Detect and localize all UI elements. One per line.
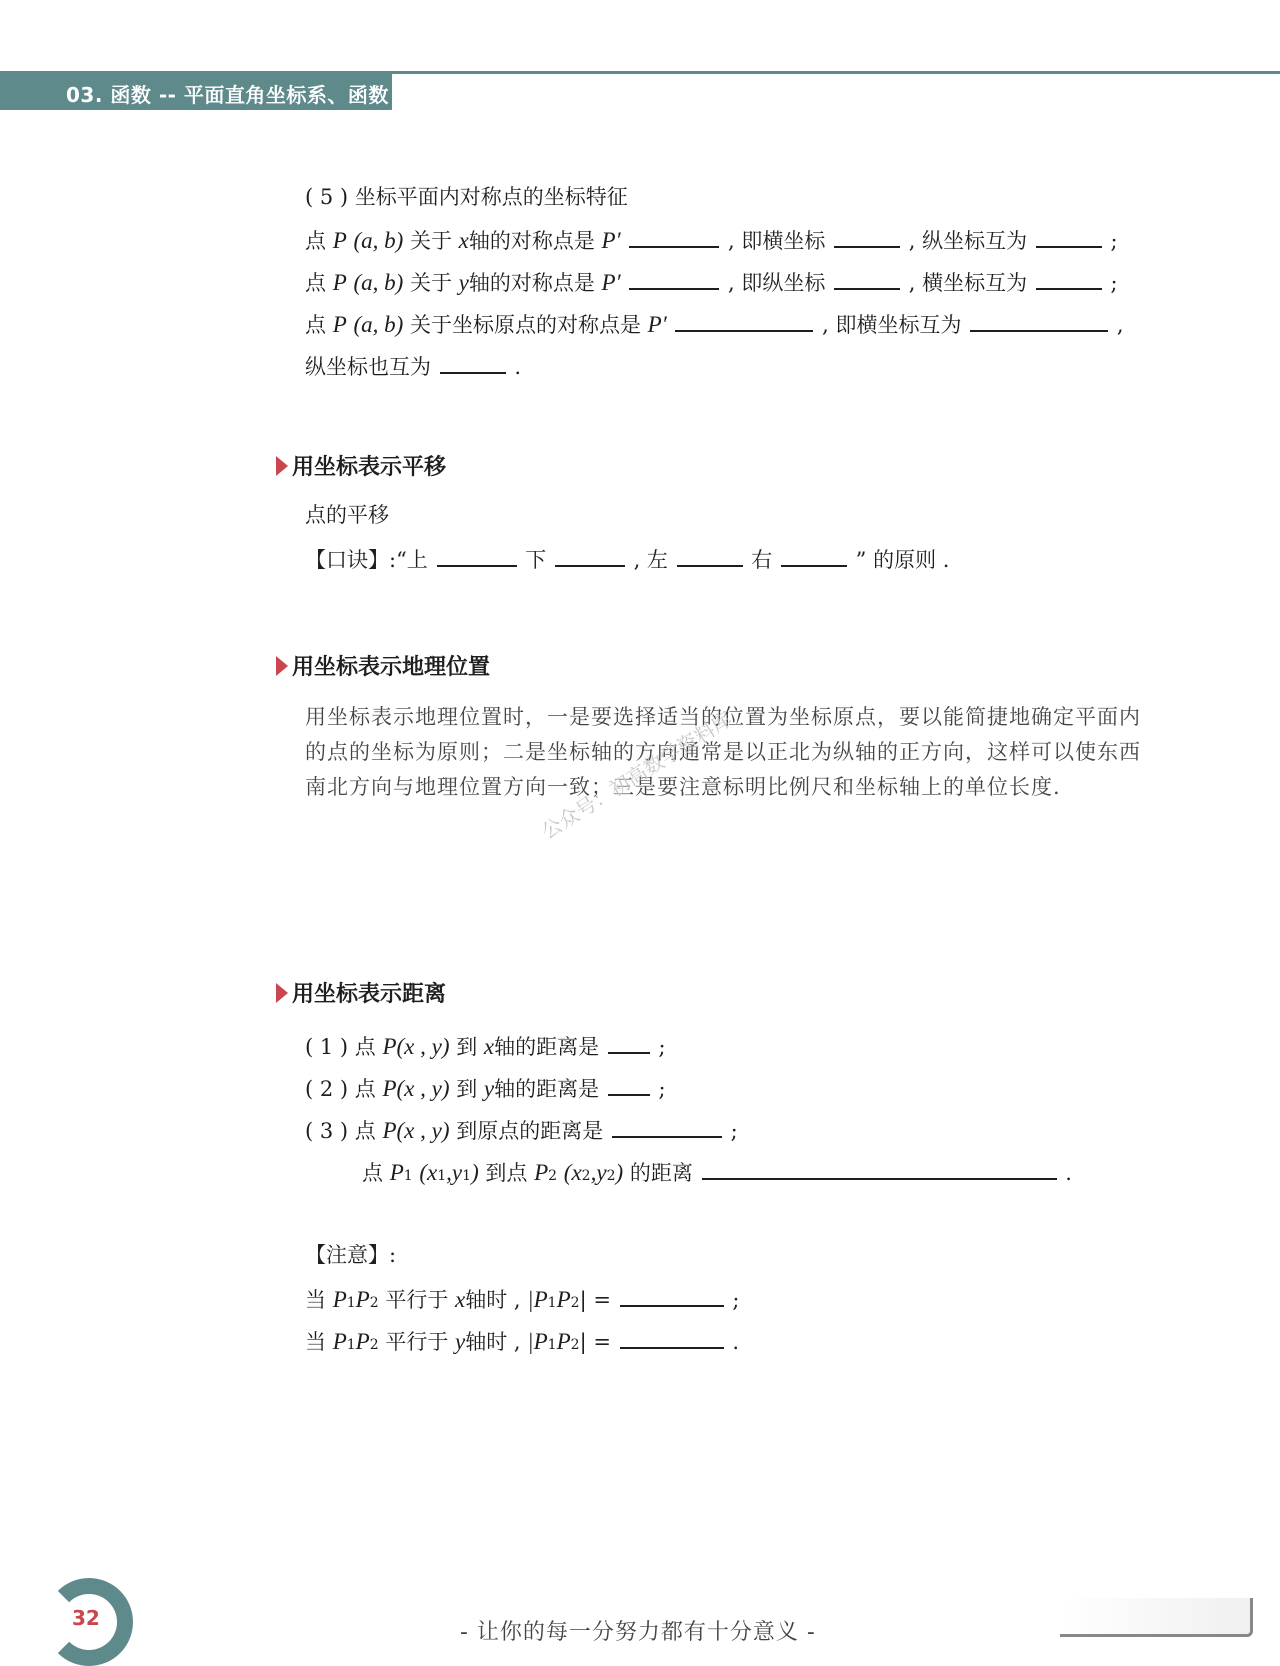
note-line-x xyxy=(305,1283,739,1318)
subscript: 2 xyxy=(570,1295,580,1311)
text: ; xyxy=(732,1288,740,1312)
subscript: 2 xyxy=(369,1337,379,1353)
text: 到 xyxy=(456,1077,478,1101)
section-arrow-icon xyxy=(276,656,288,676)
distance-item-2 xyxy=(305,1072,666,1104)
note-title xyxy=(305,1240,396,1270)
corner-decoration xyxy=(1060,1598,1253,1637)
note-line-y xyxy=(305,1325,739,1360)
point-pxy: P(x , y) xyxy=(382,1118,450,1143)
text: 轴的距离是 xyxy=(494,1035,600,1059)
blank-field[interactable] xyxy=(970,308,1108,332)
translation-rule xyxy=(305,543,949,575)
page-number: 32 xyxy=(72,1606,100,1630)
symmetry-line-x xyxy=(305,224,1118,256)
text: ; xyxy=(730,1119,738,1143)
distance-item-3 xyxy=(305,1114,738,1146)
heading-distance xyxy=(292,977,446,1008)
geography-paragraph: 用坐标表示地理位置时，一是要选择适当的位置为坐标原点，要以能简捷地确定平面内的点的坐标为原则；二是坐标轴的方向通常是以正北为纵轴的正方向，这样可以使东西南北方向与地理位置方向一致；三是要注意标明比例尺和坐标轴上的单位长度. xyxy=(305,705,1141,799)
subscript: 1 xyxy=(346,1295,356,1311)
blank-field[interactable] xyxy=(834,224,900,248)
var-y2: y xyxy=(596,1160,607,1185)
symmetry-line-4 xyxy=(305,350,521,382)
coords-ab: (a, b) xyxy=(353,270,404,295)
blank-field[interactable] xyxy=(629,266,719,290)
text: ( 1 ) 点 xyxy=(305,1035,376,1059)
point-p2: P xyxy=(556,1329,571,1354)
subscript: 1 xyxy=(547,1337,557,1353)
abs-open: |P xyxy=(527,1329,548,1354)
point-p-prime: P′ xyxy=(601,270,621,295)
translation-sub xyxy=(305,500,389,530)
blank-field[interactable] xyxy=(677,543,743,567)
point-p2: P xyxy=(556,1287,571,1312)
text: , 纵坐标互为 xyxy=(908,229,1028,253)
text: 当 xyxy=(305,1288,326,1312)
text: , 左 xyxy=(633,548,668,572)
text: ; xyxy=(658,1077,666,1101)
heading-translation xyxy=(292,450,446,481)
point-p: P xyxy=(332,228,347,253)
symmetry-title-text: ( 5 ) 坐标平面内对称点的坐标特征 xyxy=(305,185,628,209)
blank-field[interactable] xyxy=(440,350,506,374)
text: 纵坐标也互为 xyxy=(305,355,431,379)
text: 【注意】: xyxy=(305,1243,397,1267)
watermark: 公众号：初高数学资料库 xyxy=(537,706,737,844)
blank-field[interactable] xyxy=(555,543,625,567)
distance-two-points: 点 P1 (x1,y1) 到点 P2 (x2,y2) 的距离 . xyxy=(362,1156,1072,1191)
text: 到 xyxy=(456,1035,478,1059)
point-p2: P xyxy=(534,1160,549,1185)
blank-field[interactable] xyxy=(1036,224,1102,248)
var-x: x xyxy=(455,1287,466,1312)
var-x2: x xyxy=(571,1160,582,1185)
symmetry-title xyxy=(305,182,628,212)
point-p1: P xyxy=(389,1160,404,1185)
point-p: P xyxy=(332,270,347,295)
distance-item-1 xyxy=(305,1030,666,1062)
subscript: 2 xyxy=(606,1168,616,1184)
text: ; xyxy=(1110,229,1118,253)
abs-open: |P xyxy=(527,1287,548,1312)
var-x: x xyxy=(483,1034,495,1059)
symmetry-line-origin xyxy=(305,308,1124,340)
text: . xyxy=(732,1330,739,1354)
subscript: 1 xyxy=(437,1168,447,1184)
text: 的距离 xyxy=(629,1161,693,1185)
text: , 即横坐标 xyxy=(728,229,826,253)
text: | = xyxy=(579,1330,611,1354)
text: 轴的对称点是 xyxy=(468,229,595,253)
point-p-prime: P′ xyxy=(601,228,621,253)
text: . xyxy=(1065,1161,1072,1185)
var-y: y xyxy=(483,1076,495,1101)
blank-field[interactable] xyxy=(620,1325,724,1349)
section-arrow-icon xyxy=(276,456,288,476)
heading-text: 用坐标表示地理位置 xyxy=(292,655,491,680)
coords-ab: (a, b) xyxy=(353,312,404,337)
subscript: 2 xyxy=(570,1337,580,1353)
point-p2: P xyxy=(355,1329,370,1354)
subscript: 1 xyxy=(346,1337,356,1353)
heading-text: 用坐标表示距离 xyxy=(292,982,447,1007)
blank-field[interactable] xyxy=(834,266,900,290)
text: 点 xyxy=(305,271,326,295)
text: , xyxy=(1116,313,1124,337)
point-p2: P xyxy=(355,1287,370,1312)
text: 轴时 , xyxy=(465,1330,521,1354)
subscript: 1 xyxy=(403,1168,413,1184)
text: ( 2 ) 点 xyxy=(305,1077,376,1101)
text: 点 xyxy=(305,313,326,337)
point-p1: P xyxy=(332,1287,347,1312)
text: 关于坐标原点的对称点是 xyxy=(409,313,641,337)
text: ; xyxy=(658,1035,666,1059)
blank-field[interactable] xyxy=(1036,266,1102,290)
symmetry-line-y xyxy=(305,266,1118,298)
text: 关于 xyxy=(409,229,452,253)
text: 到点 xyxy=(485,1161,528,1185)
point-p: P xyxy=(332,312,347,337)
text: 下 xyxy=(525,548,547,572)
text: 【口诀】:“上 xyxy=(305,548,428,572)
text: , 横坐标互为 xyxy=(908,271,1028,295)
text: 平行于 xyxy=(385,1288,449,1312)
blank-field[interactable] xyxy=(781,543,847,567)
point-p1: P xyxy=(332,1329,347,1354)
coords-ab: (a, b) xyxy=(353,228,404,253)
text: 右 xyxy=(751,548,773,572)
var-x1: x xyxy=(427,1160,438,1185)
var-y1: y xyxy=(451,1160,463,1185)
point-pxy: P(x , y) xyxy=(382,1034,450,1059)
text: ( 3 ) 点 xyxy=(305,1119,376,1143)
text: 点 xyxy=(362,1161,383,1185)
text: , 即纵坐标 xyxy=(728,271,826,295)
blank-field[interactable] xyxy=(675,308,813,332)
text: ” 的原则 . xyxy=(855,548,950,572)
chapter-title: 03. 函数 -- 平面直角坐标系、函数 xyxy=(66,83,389,107)
var-y: y xyxy=(455,1329,466,1354)
text: ; xyxy=(1110,271,1118,295)
blank-field[interactable] xyxy=(608,1072,650,1096)
text: , 即横坐标互为 xyxy=(822,313,962,337)
text: 关于 xyxy=(409,271,452,295)
subscript: 2 xyxy=(581,1168,591,1184)
text: 平行于 xyxy=(385,1330,449,1354)
text: 轴的对称点是 xyxy=(468,271,595,295)
var-x: x xyxy=(458,228,469,253)
blank-field[interactable] xyxy=(702,1156,1057,1180)
subscript: 2 xyxy=(548,1168,558,1184)
blank-field[interactable] xyxy=(620,1283,724,1307)
point-p-prime: P′ xyxy=(647,312,667,337)
text: 当 xyxy=(305,1330,326,1354)
text: 轴的距离是 xyxy=(494,1077,600,1101)
text: 到原点的距离是 xyxy=(456,1119,604,1143)
section-arrow-icon xyxy=(276,983,288,1003)
subscript: 1 xyxy=(547,1295,557,1311)
heading-text: 用坐标表示平移 xyxy=(292,455,447,480)
text: 点的平移 xyxy=(305,503,389,527)
blank-field[interactable] xyxy=(437,543,517,567)
text: 轴时 , xyxy=(465,1288,521,1312)
footer-motto: - 让你的每一分努力都有十分意义 - xyxy=(460,1620,816,1645)
subscript: 2 xyxy=(369,1295,379,1311)
subscript: 1 xyxy=(462,1168,472,1184)
point-pxy: P(x , y) xyxy=(382,1076,450,1101)
blank-field[interactable] xyxy=(608,1030,650,1054)
var-y: y xyxy=(458,270,469,295)
blank-field[interactable] xyxy=(629,224,719,248)
text: . xyxy=(514,355,522,379)
heading-geography xyxy=(292,650,490,681)
text: 点 xyxy=(305,229,326,253)
text: | = xyxy=(579,1288,611,1312)
blank-field[interactable] xyxy=(612,1114,722,1138)
